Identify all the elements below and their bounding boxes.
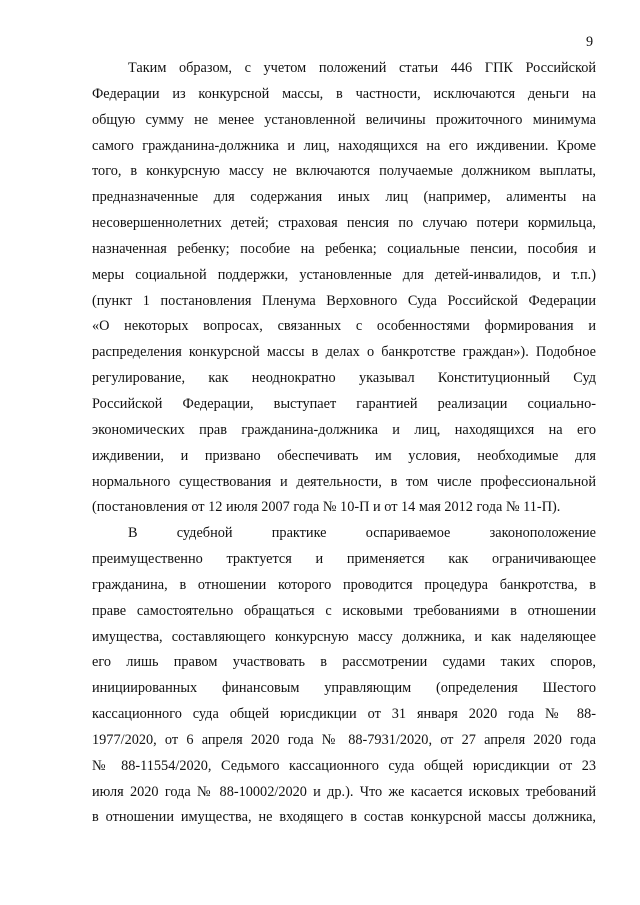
text-line: праве самостоятельно обращаться с исковыми требованиями в отношении	[92, 602, 596, 619]
page-number: 9	[586, 34, 594, 50]
text-line: имущества, составляющего конкурсную массу должника, и как наделяющее	[92, 628, 596, 645]
text-line: Российской Федерации, выступает гарантией реализации социально-	[92, 395, 596, 412]
text-line: несовершеннолетних детей; страховая пенсия по случаю потери кормильца,	[92, 215, 596, 232]
text-line: регулирование, как неоднократно указывал Конституционный Суд	[92, 370, 596, 387]
text-line: назначенная ребенку; пособие на ребенка; социальные пенсии, пособия и	[92, 240, 596, 257]
text-line: распределения конкурсной массы в делах о банкротстве граждан»). Подобное	[92, 344, 596, 361]
text-line: Федерации из конкурсной массы, в частности, исключаются деньги на	[92, 85, 596, 102]
text-line: № 88-11554/2020, Седьмого кассационного суда общей юрисдикции от 23	[92, 757, 596, 774]
text-line: того, в конкурсную массу не включаются получаемые должником выплаты,	[92, 163, 596, 180]
text-line: самого гражданина-должника и лиц, находящихся на его иждивении. Кроме	[92, 137, 596, 154]
text-line: (постановления от 12 июля 2007 года № 10-П и от 14 мая 2012 года № 11-П).	[92, 499, 561, 516]
text-line: экономических прав гражданина-должника и лиц, находящихся на его	[92, 421, 596, 438]
text-line: В судебной практике оспариваемое законоположение	[128, 525, 596, 542]
text-line: инициированных финансовым управляющим (определения Шестого	[92, 680, 596, 697]
text-line: 1977/2020, от 6 апреля 2020 года № 88-7931/2020, от 27 апреля 2020 года	[92, 731, 596, 748]
text-line: преимущественно трактуется и применяется как ограничивающее	[92, 551, 596, 568]
text-line: «О некоторых вопросах, связанных с особенностями формирования и	[92, 318, 596, 335]
text-line: в отношении имущества, не входящего в состав конкурсной массы должника,	[92, 809, 596, 826]
text-line: меры социальной поддержки, установленные для детей-инвалидов, и т.п.)	[92, 266, 596, 283]
text-line: (пункт 1 постановления Пленума Верховного Суда Российской Федерации	[92, 292, 596, 309]
text-line: его лишь правом участвовать в рассмотрении судами таких споров,	[92, 654, 596, 671]
text-line: нормального существования и деятельности, в том числе профессиональной	[92, 473, 596, 490]
paragraph-1	[92, 56, 596, 521]
text-line: гражданина, в отношении которого проводится процедура банкротства, в	[92, 576, 596, 593]
text-line: июля 2020 года № 88-10002/2020 и др.). Что же касается исковых требований	[92, 783, 596, 800]
text-line: Таким образом, с учетом положений статьи 446 ГПК Российской	[128, 60, 596, 76]
text-line: предназначенные для содержания иных лиц (например, алименты на	[92, 189, 596, 206]
text-line: общую сумму не менее установленной величины прожиточного минимума	[92, 111, 596, 128]
text-line: иждивении, и призвано обеспечивать им условия, необходимые для	[92, 447, 596, 464]
text-line: кассационного суда общей юрисдикции от 31 января 2020 года № 88-	[92, 706, 596, 723]
document-body	[92, 56, 596, 831]
paragraph-2	[92, 521, 596, 831]
